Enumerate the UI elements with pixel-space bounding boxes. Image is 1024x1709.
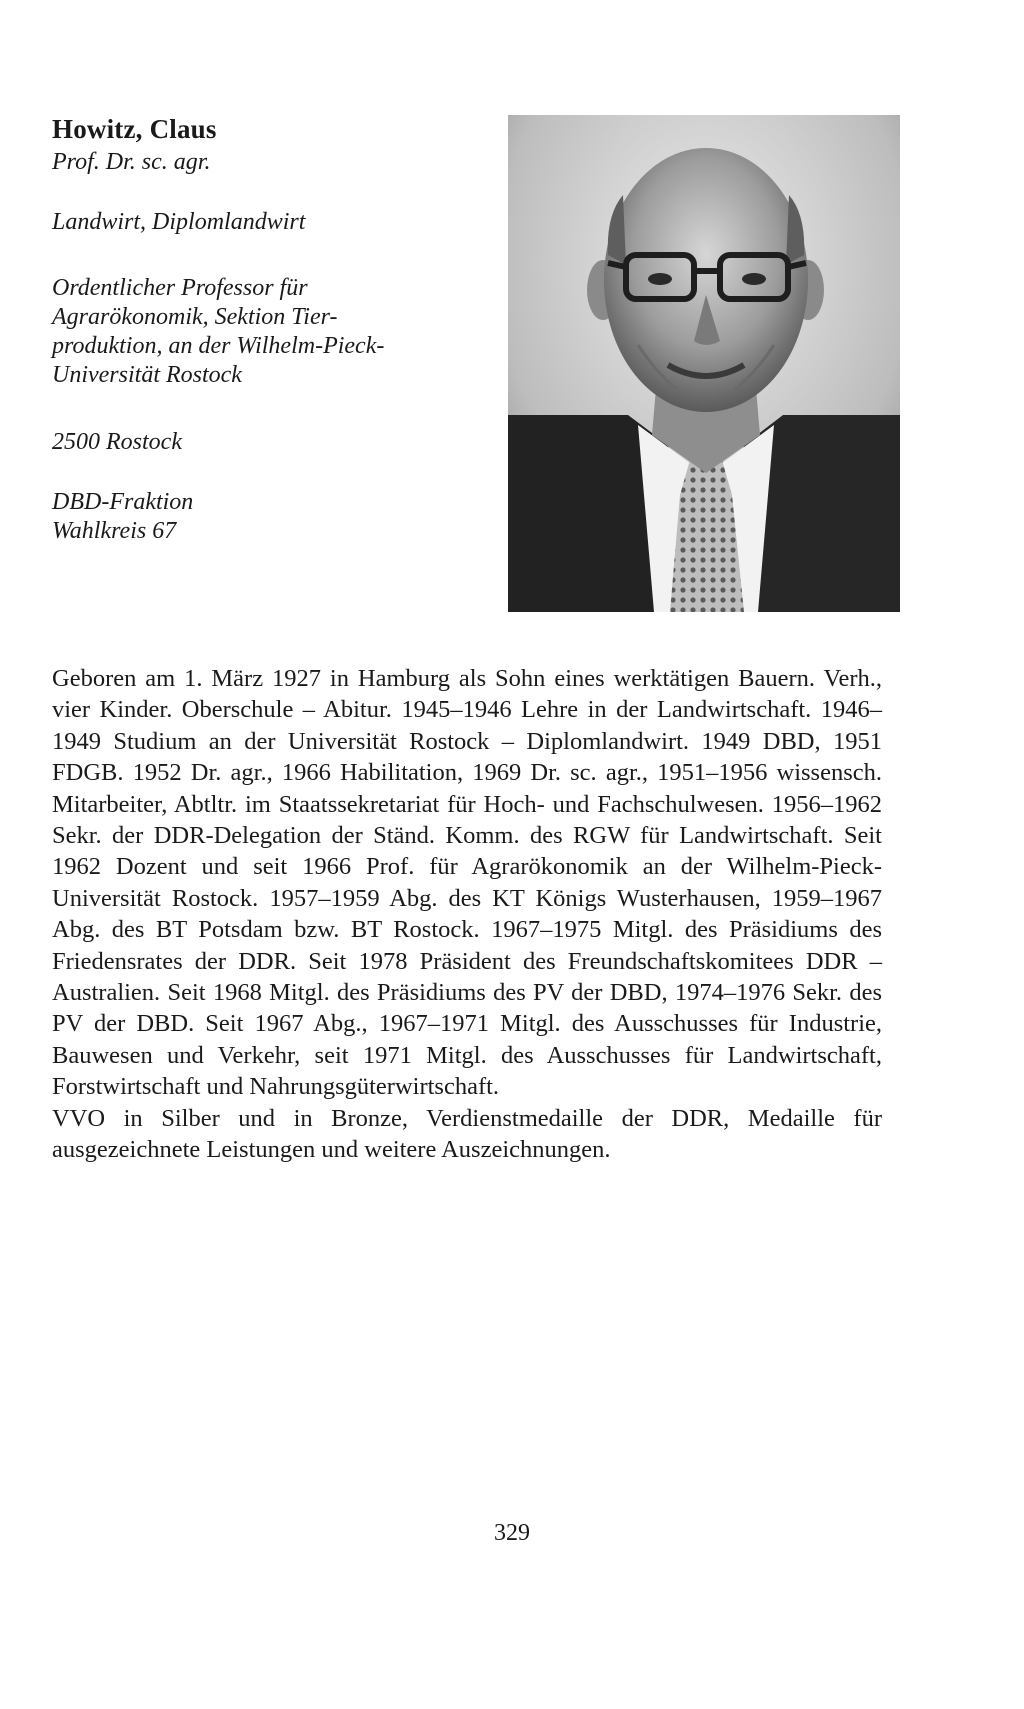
position-line: produktion, an der Wilhelm-Pieck- xyxy=(52,333,385,359)
constituency: Wahlkreis 67 xyxy=(52,518,177,544)
faction-block xyxy=(52,488,193,546)
page-number: 329 xyxy=(494,1520,530,1546)
position-line: Universität Rostock xyxy=(52,362,242,388)
portrait-photo xyxy=(508,115,900,612)
right-eye xyxy=(742,273,766,285)
biography xyxy=(52,663,882,1166)
position-line: Ordentlicher Professor für xyxy=(52,275,308,301)
head xyxy=(604,148,808,412)
position-line: Agrarökonomik, Sektion Tier- xyxy=(52,304,338,330)
city: 2500 Rostock xyxy=(52,429,182,455)
left-eye xyxy=(648,273,672,285)
biography-paragraph: Geboren am 1. März 1927 in Hamburg als Sohn eines werktätigen Bauern. Verh., vier Kinder. Oberschule – Abitur. 1945–1946 Lehre in der Landwirtschaft. 1946–1949 Studium an der Universität Rostock – Diplomlandwirt. 1949 DBD, 1951 FDGB. 1952 Dr. agr., 1966 Habilitation, 1969 Dr. sc. agr., 1951–1956 wissensch. Mitarbeiter, Abtltr. im Staatssekretariat für Hoch- und Fachschulwesen. 1956–1962 Sekr. der DDR-Delegation der Ständ. Komm. des RGW für Landwirtschaft. Seit 1962 Dozent und seit 1966 Prof. für Agrarökonomik an der Wilhelm-Pieck-Universität Rostock. 1957–1959 Abg. des KT Königs Wusterhausen, 1959–1967 Abg. des BT Potsdam bzw. BT Rostock. 1967–1975 Mitgl. des Präsidiums des Friedensrates der DDR. Seit 1978 Präsident des Freundschaftskomitees DDR – Australien. Seit 1968 Mitgl. des Präsidiums des PV der DBD, 1974–1976 Sekr. des PV der DBD. Seit 1967 Abg., 1967–1971 Mitgl. des Ausschusses für Industrie, Bauwesen und Verkehr, seit 1971 Mitgl. des Ausschusses für Landwirtschaft, Forstwirtschaft und Nahrungsgüterwirtschaft. xyxy=(52,665,882,1101)
position-block xyxy=(52,274,422,390)
person-name: Howitz, Claus xyxy=(52,114,217,144)
biography-paragraph: VVO in Silber und in Bronze, Verdienstmedaille der DDR, Medaille für ausgezeichnete Leistungen und weitere Auszeichnungen. xyxy=(52,1104,882,1164)
academic-title: Prof. Dr. sc. agr. xyxy=(52,149,211,175)
faction: DBD-Fraktion xyxy=(52,489,194,515)
profession: Landwirt, Diplomlandwirt xyxy=(52,209,306,235)
